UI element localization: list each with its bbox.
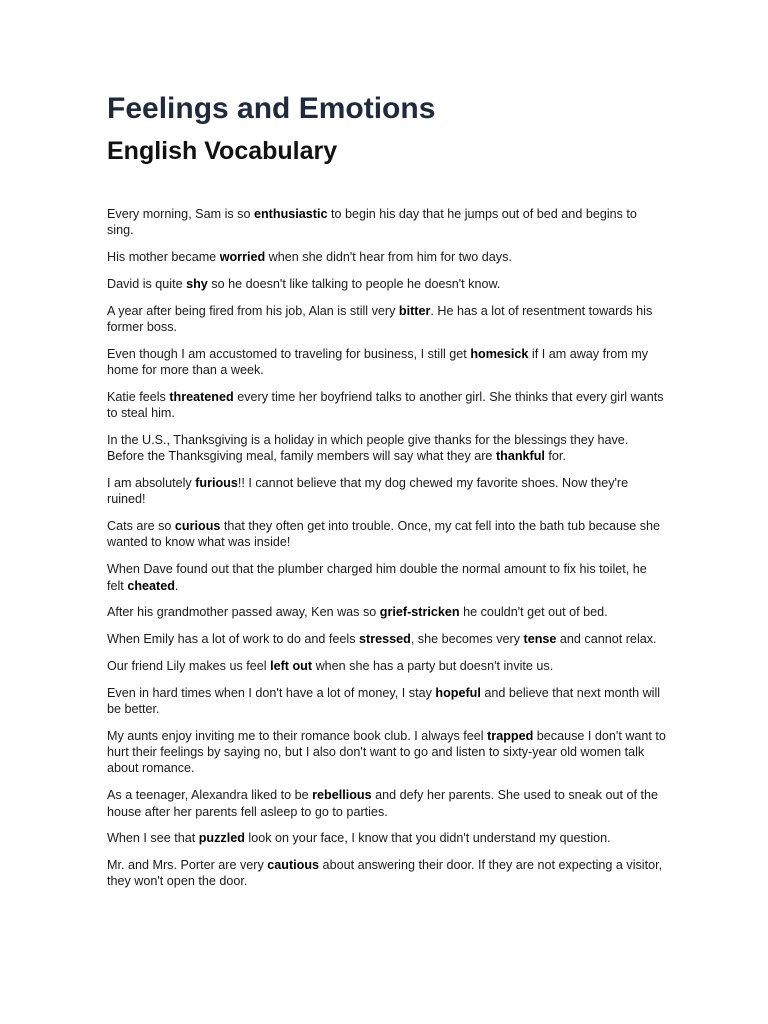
sentence-text: and defy her parents. She used to sneak out of the house after her parents fell asleep to go to parties.: [107, 788, 658, 819]
example-sentence: [107, 631, 667, 647]
vocabulary-word: cautious: [267, 858, 320, 873]
document-body: [107, 206, 667, 890]
example-sentence: [107, 857, 667, 890]
example-sentence: [107, 346, 667, 379]
sentence-text: look on your face, I know that you didn't understand my question.: [244, 831, 611, 846]
example-sentence: [107, 389, 667, 422]
sentence-text: Our friend Lily makes us feel: [107, 658, 271, 673]
sentence-text: In the U.S., Thanksgiving is a holiday in which people give thanks for the blessings they have. Before the Thanksgiving meal, family members will say what they are: [107, 432, 629, 464]
example-sentence: [107, 604, 667, 620]
vocabulary-word: curious: [174, 519, 221, 534]
sentence-text: A year after being fired from his job, Alan is still very: [107, 303, 399, 318]
vocabulary-word: cheated: [127, 578, 175, 593]
vocabulary-word: worried: [219, 250, 266, 265]
sentence-text: when she didn't hear from him for two days.: [265, 250, 512, 265]
example-sentence: [107, 303, 667, 336]
sentence-text: he couldn't get out of bed.: [459, 605, 608, 620]
vocabulary-word: puzzled: [198, 831, 245, 846]
sentence-text: and believe that next month will be better.: [107, 685, 661, 717]
vocabulary-word: stressed: [359, 632, 411, 647]
example-sentence: [107, 561, 667, 594]
sentence-text: When I see that: [107, 831, 199, 846]
example-sentence: [107, 685, 667, 718]
vocabulary-word: left out: [270, 658, 313, 673]
sentence-text: As a teenager, Alexandra liked to be: [107, 788, 313, 803]
sentence-text: When Dave found out that the plumber charged him double the normal amount to fix his toilet, he felt: [107, 562, 647, 593]
sentence-text: When Emily has a lot of work to do and feels: [107, 632, 359, 647]
vocabulary-word: threatened: [169, 389, 234, 404]
sentence-text: so he doesn't like talking to people he doesn't know.: [207, 276, 501, 291]
example-sentence: [107, 518, 667, 551]
vocabulary-word: rebellious: [312, 788, 372, 803]
vocabulary-word: hopeful: [435, 685, 481, 700]
page-title: Feelings and Emotions: [107, 92, 436, 125]
sentence-text: Mr. and Mrs. Porter are very: [107, 858, 268, 873]
sentence-text: I am absolutely: [107, 476, 196, 491]
example-sentence: [107, 432, 667, 465]
sentence-text: Every morning, Sam is so: [107, 207, 254, 221]
sentence-text: , she becomes very: [410, 632, 524, 647]
example-sentence: [107, 206, 667, 239]
vocabulary-word: grief-stricken: [379, 605, 460, 620]
sentence-text: for.: [544, 449, 566, 464]
example-sentence: [107, 728, 667, 777]
vocabulary-word: tense: [523, 632, 557, 647]
sentence-text: Even in hard times when I don't have a lot of money, I stay: [107, 685, 436, 700]
example-sentence: [107, 830, 667, 846]
sentence-text: !! I cannot believe that my dog chewed my favorite shoes. Now they're ruined!: [107, 476, 629, 507]
sentence-text: that they often get into trouble. Once, my cat fell into the bath tub because she wanted to know what was inside!: [107, 519, 661, 550]
vocabulary-word: thankful: [495, 449, 545, 464]
sentence-text: David is quite: [107, 276, 187, 291]
vocabulary-word: homesick: [470, 346, 529, 361]
example-sentence: [107, 475, 667, 508]
example-sentence: [107, 276, 667, 292]
sentence-text: about answering their door. If they are not expecting a visitor, they won't open the door.: [107, 858, 663, 889]
example-sentence: [107, 658, 667, 674]
sentence-text: My aunts enjoy inviting me to their romance book club. I always feel: [107, 728, 488, 743]
sentence-text: Even though I am accustomed to traveling for business, I still get: [107, 346, 471, 361]
sentence-text: His mother became: [107, 250, 220, 265]
example-sentence: [107, 787, 667, 820]
sentence-text: .: [174, 578, 179, 593]
sentence-text: every time her boyfriend talks to another girl. She thinks that every girl wants to steal him.: [107, 389, 664, 421]
vocabulary-word: furious: [195, 476, 238, 491]
page-subtitle: English Vocabulary: [107, 137, 338, 165]
sentence-text: and cannot relax.: [556, 632, 657, 647]
vocabulary-word: trapped: [487, 728, 534, 743]
sentence-text: . He has a lot of resentment towards his former boss.: [107, 303, 653, 334]
vocabulary-word: shy: [186, 276, 208, 291]
sentence-text: if I am away from my home for more than a week.: [107, 346, 649, 378]
vocabulary-word: bitter: [398, 303, 431, 318]
sentence-text: when she has a party but doesn't invite us.: [312, 658, 554, 673]
sentence-text: Cats are so: [107, 519, 175, 534]
sentence-text: to begin his day that he jumps out of bed and begins to sing.: [107, 207, 637, 238]
example-sentence: [107, 249, 667, 265]
sentence-text: Katie feels: [107, 389, 170, 404]
sentence-text: because I don't want to hurt their feelings by saying no, but I also don't want to go and listen to sixty-year old women talk about romance.: [107, 728, 666, 776]
document-page: [107, 88, 667, 900]
sentence-text: After his grandmother passed away, Ken was so: [107, 605, 380, 620]
vocabulary-word: enthusiastic: [253, 207, 328, 221]
